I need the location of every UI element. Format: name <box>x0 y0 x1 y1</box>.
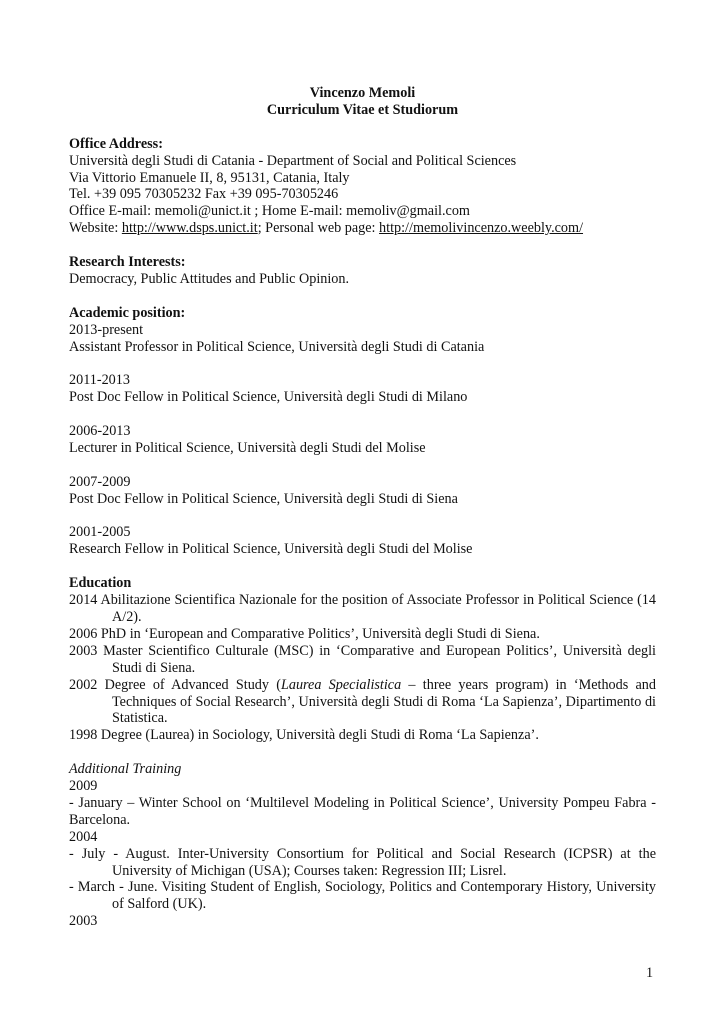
education-item: 2014 Abilitazione Scientifica Nazionale for the position of Associate Professor in Political Science (14 A/2). <box>69 592 656 625</box>
education-item: 2003 Master Scientifico Culturale (MSC) in ‘Comparative and European Politics’, Università degli Studi di Siena. <box>69 642 656 676</box>
cv-name: Vincenzo Memoli <box>309 85 416 101</box>
education-item-text: 2002 Degree of Advanced Study ( <box>69 676 281 693</box>
website-label: Website: <box>69 220 122 237</box>
training-year: 2009 <box>69 778 98 795</box>
training-entry: - January – Winter School on ‘Multilevel Modeling in Political Science’, University Pompeu Fabra - Barcelona. <box>69 794 656 828</box>
office-heading: Office Address: <box>69 135 163 152</box>
training-year: 2003 <box>69 913 98 930</box>
position-years: 2001-2005 <box>69 524 131 541</box>
office-line-2: Via Vittorio Emanuele II, 8, 95131, Catania, Italy <box>69 169 350 186</box>
website-link[interactable]: http://www.dsps.unict.it <box>121 220 258 237</box>
research-text: Democracy, Public Attitudes and Public Opinion. <box>69 270 350 287</box>
office-line-1: Università degli Studi di Catania - Department of Social and Political Sciences <box>69 152 517 169</box>
personal-page-link[interactable]: http://memolivincenzo.weebly.com/ <box>379 220 584 237</box>
position-title: Lecturer in Political Science, Università degli Studi del Molise <box>69 439 426 456</box>
training-year: 2004 <box>69 828 98 845</box>
position-title: Post Doc Fellow in Political Science, Università degli Studi di Siena <box>69 490 458 507</box>
cv-content <box>69 85 656 930</box>
office-line-4: Office E-mail: memoli@unict.it ; Home E-mail: memoliv@gmail.com <box>69 203 470 220</box>
research-heading: Research Interests: <box>69 254 186 271</box>
education-item-italic: Laurea Specialistica <box>280 676 402 693</box>
position-years: 2011-2013 <box>69 372 130 389</box>
training-entry: - March - June. Visiting Student of English, Sociology, Politics and Contemporary History, University of Salford (UK). <box>69 879 656 913</box>
position-title: Research Fellow in Political Science, Università degli Studi del Molise <box>69 541 473 558</box>
personal-label: ; Personal web page: <box>257 220 380 237</box>
education-item-text: – three years program) in ‘Methods and Techniques of Social Research’, Università degli Studi di Roma ‘La Sapienza’, Dipartimento di Statistica. <box>112 676 656 727</box>
education-item: 2006 PhD in ‘European and Comparative Politics’, Università degli Studi di Siena. <box>69 625 540 642</box>
education-item: 1998 Degree (Laurea) in Sociology, Università degli Studi di Roma ‘La Sapienza’. <box>69 727 539 744</box>
position-years: 2013-present <box>69 321 144 338</box>
position-title: Post Doc Fellow in Political Science, Università degli Studi di Milano <box>69 389 468 406</box>
training-entry: - July - August. Inter-University Consortium for Political and Social Research (ICPSR) at the University of Michigan (USA); Courses taken: Regression III; Lisrel. <box>69 845 656 879</box>
education-item <box>69 677 656 728</box>
education-heading: Education <box>69 575 132 592</box>
position-years: 2006-2013 <box>69 423 131 440</box>
office-line-3: Tel. +39 095 70305232 Fax +39 095-70305246 <box>69 186 339 203</box>
academic-heading: Academic position: <box>69 304 186 321</box>
office-websites <box>69 220 656 237</box>
page-number: 1 <box>646 965 654 981</box>
position-title: Assistant Professor in Political Science, Università degli Studi di Catania <box>69 338 485 355</box>
training-heading: Additional Training <box>69 761 182 778</box>
cv-subtitle: Curriculum Vitae et Studiorum <box>266 101 459 118</box>
position-years: 2007-2009 <box>69 473 131 490</box>
